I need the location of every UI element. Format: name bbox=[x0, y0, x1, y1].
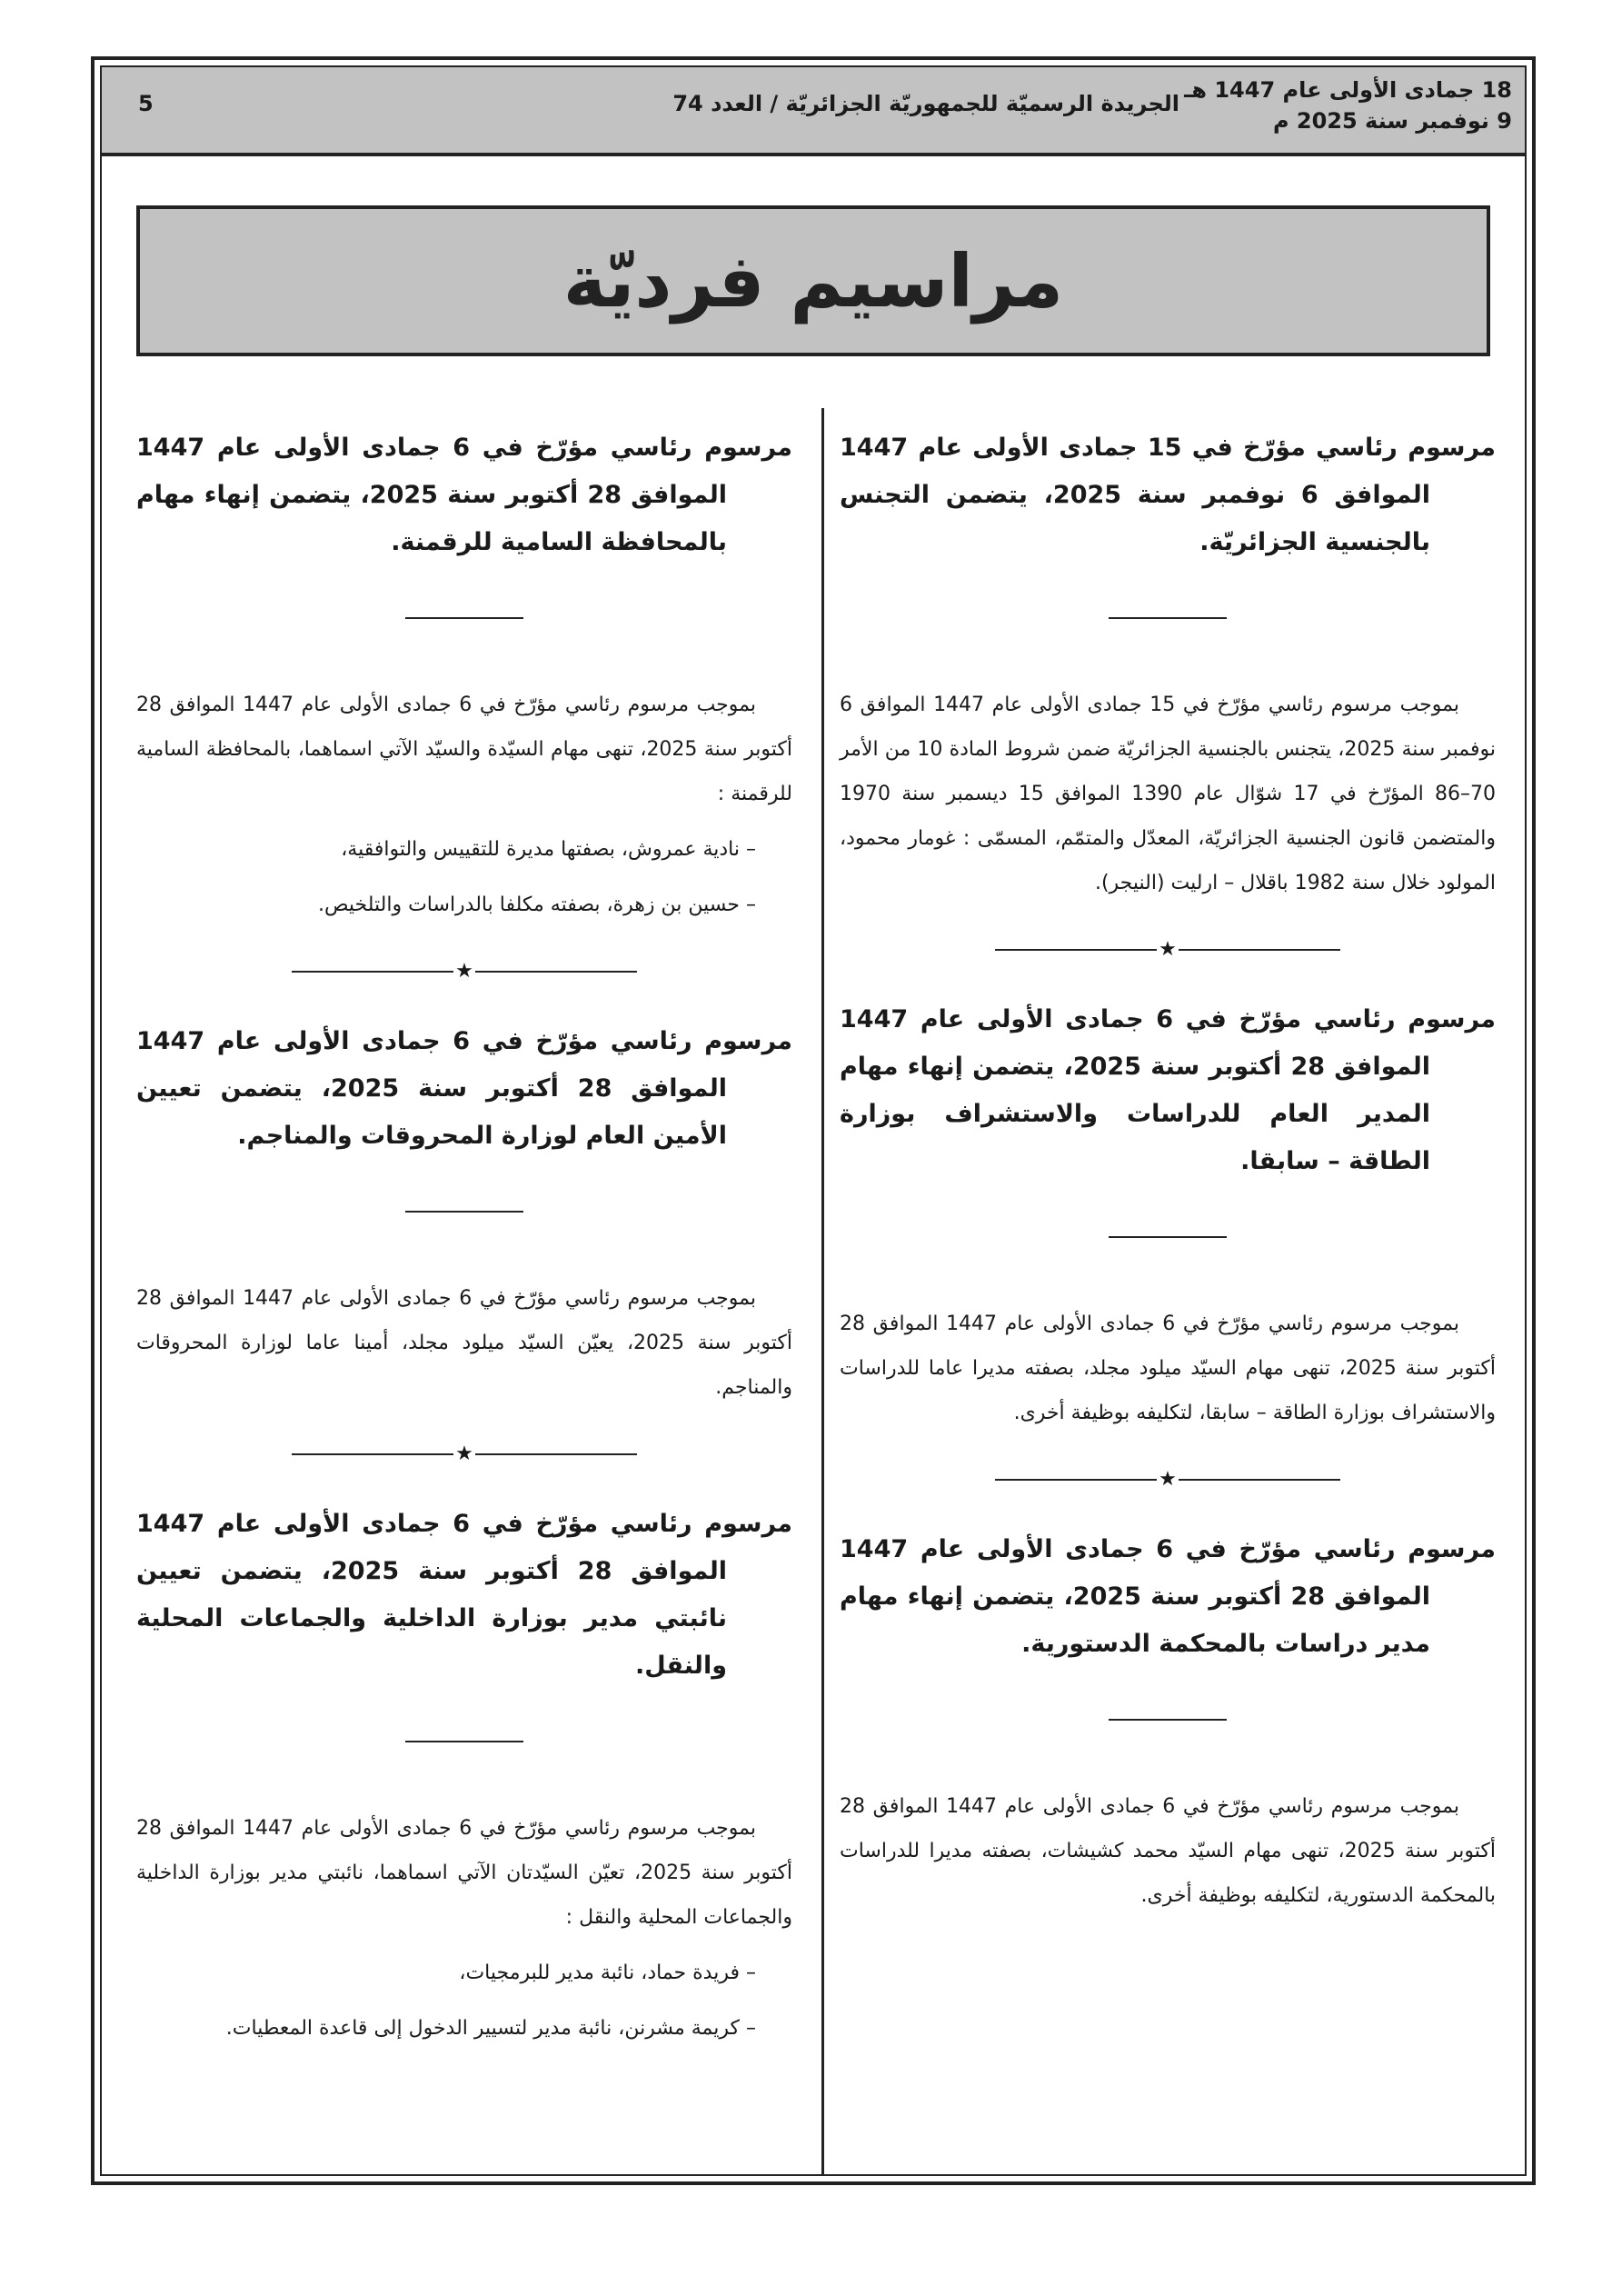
separator-line bbox=[292, 971, 453, 973]
decree-heading: مرسوم رئاسي مؤرّخ في 6 جمادى الأولى عام 1447 الموافق 28 أكتوبر سنة 2025، يتضمن تعيين الأمين العام لوزارة المحروقات والمناجم. bbox=[136, 1027, 792, 1150]
column-divider bbox=[821, 408, 824, 2176]
separator-line bbox=[292, 1453, 453, 1455]
heading-rule bbox=[405, 1741, 523, 1742]
decree-article bbox=[136, 424, 792, 927]
decree-article bbox=[840, 424, 1496, 905]
column-left bbox=[136, 408, 792, 2051]
header-date-gregorian: 9 نوفمبر سنة 2025 م bbox=[1272, 108, 1512, 134]
decree-list-item: – نادية عمروش، بصفتها مديرة للتقييس والتوافقية، bbox=[341, 838, 756, 861]
star-separator bbox=[995, 1470, 1340, 1490]
star-icon: ★ bbox=[1159, 938, 1177, 961]
decree-heading: مرسوم رئاسي مؤرّخ في 6 جمادى الأولى عام 1447 الموافق 28 أكتوبر سنة 2025، يتضمن إنهاء مهام بالمحافظة السامية للرقمنة. bbox=[136, 434, 792, 556]
header-dates bbox=[1184, 75, 1512, 136]
separator-line bbox=[475, 1453, 637, 1455]
section-title-box bbox=[136, 205, 1490, 356]
decree-list-item: – كريمة مشرنن، نائبة مدير لتسيير الدخول إلى قاعدة المعطيات. bbox=[225, 2017, 756, 2040]
separator-line bbox=[1179, 1479, 1340, 1481]
heading-rule bbox=[1109, 617, 1227, 619]
heading-rule bbox=[1109, 1236, 1227, 1238]
separator-line bbox=[995, 1479, 1157, 1481]
header-journal-title: الجريدة الرسميّة للجمهوريّة الجزائريّة / العدد 74 bbox=[672, 91, 1179, 116]
decree-body: بموجب مرسوم رئاسي مؤرّخ في 6 جمادى الأولى عام 1447 الموافق 28 أكتوبر سنة 2025، تنهى مهام السيّدة والسيّد الآتي اسماهما، بالمحافظة السامية للرقمنة : bbox=[136, 694, 792, 805]
decree-list-item: – فريدة حماد، نائبة مدير للبرمجيات، bbox=[459, 1962, 756, 1984]
section-title: مراسيم فرديّة bbox=[562, 238, 1064, 324]
header-page-number: 5 bbox=[138, 91, 154, 116]
decree-list-item: – حسين بن زهرة، بصفته مكلفا بالدراسات والتلخيص. bbox=[317, 893, 756, 916]
decree-body: بموجب مرسوم رئاسي مؤرّخ في 6 جمادى الأولى عام 1447 الموافق 28 أكتوبر سنة 2025، تنهى مهام السيّد ميلود مجلد، بصفته مديرا عاما للدراسات والاستشراف بوزارة الطاقة – سابقا، لتكليفه بوظيفة أخرى. bbox=[840, 1313, 1496, 1424]
star-icon: ★ bbox=[455, 1442, 473, 1465]
header-date-hijri: 18 جمادى الأولى عام 1447 هـ bbox=[1184, 77, 1512, 103]
heading-rule bbox=[405, 1211, 523, 1213]
heading-rule bbox=[1109, 1719, 1227, 1721]
page-frame bbox=[91, 56, 1536, 2185]
page-header bbox=[102, 67, 1525, 156]
decree-body: بموجب مرسوم رئاسي مؤرّخ في 15 جمادى الأولى عام 1447 الموافق 6 نوفمبر سنة 2025، يتجنس بالجنسية الجزائريّة ضمن شروط المادة 10 من الأمر 70–86 المؤرّخ في 17 شوّال عام 1390 الموافق 15 ديسمبر سنة 1970 والمتضمن قانون الجنسية الجزائريّة، المعدّل والمتمّم، المسمّى : غومار محمود، المولود خلال سنة 1982 باقلال – ارليت (النيجر). bbox=[840, 694, 1497, 894]
star-separator bbox=[292, 962, 637, 982]
star-separator bbox=[995, 940, 1340, 960]
decree-body: بموجب مرسوم رئاسي مؤرّخ في 6 جمادى الأولى عام 1447 الموافق 28 أكتوبر سنة 2025، تعيّن السيّدتان الآتي اسماهما، نائبتي مدير بوزارة الداخلية والجماعات المحلية والنقل : bbox=[136, 1817, 792, 1929]
decree-body: بموجب مرسوم رئاسي مؤرّخ في 6 جمادى الأولى عام 1447 الموافق 28 أكتوبر سنة 2025، يعيّن السيّد ميلود مجلد، أمينا عاما لوزارة المحروقات والمناجم. bbox=[136, 1287, 792, 1399]
separator-line bbox=[475, 971, 637, 973]
decree-article bbox=[840, 1526, 1496, 1918]
page-inner-frame bbox=[100, 65, 1527, 2176]
heading-rule bbox=[405, 617, 523, 619]
decree-heading: مرسوم رئاسي مؤرّخ في 6 جمادى الأولى عام 1447 الموافق 28 أكتوبر سنة 2025، يتضمن إنهاء مهام مدير دراسات بالمحكمة الدستورية. bbox=[840, 1535, 1496, 1658]
decree-body: بموجب مرسوم رئاسي مؤرّخ في 6 جمادى الأولى عام 1447 الموافق 28 أكتوبر سنة 2025، تنهى مهام السيّد محمد كشيشات، بصفته مديرا للدراسات بالمحكمة الدستورية، لتكليفه بوظيفة أخرى. bbox=[840, 1795, 1496, 1907]
separator-line bbox=[995, 949, 1157, 951]
decree-heading: مرسوم رئاسي مؤرّخ في 15 جمادى الأولى عام 1447 الموافق 6 نوفمبر سنة 2025، يتضمن التجنس بالجنسية الجزائريّة. bbox=[840, 434, 1496, 556]
decree-article bbox=[840, 996, 1496, 1435]
star-icon: ★ bbox=[1159, 1468, 1177, 1491]
decree-heading: مرسوم رئاسي مؤرّخ في 6 جمادى الأولى عام 1447 الموافق 28 أكتوبر سنة 2025، يتضمن إنهاء مهام المدير العام للدراسات والاستشراف بوزارة الطاقة – سابقا. bbox=[840, 1005, 1496, 1175]
star-icon: ★ bbox=[455, 960, 473, 983]
decree-article bbox=[136, 1501, 792, 2051]
decree-article bbox=[136, 1018, 792, 1410]
column-right bbox=[840, 408, 1496, 1918]
separator-line bbox=[1179, 949, 1340, 951]
star-separator bbox=[292, 1444, 637, 1464]
decree-heading: مرسوم رئاسي مؤرّخ في 6 جمادى الأولى عام 1447 الموافق 28 أكتوبر سنة 2025، يتضمن تعيين نائبتي مدير بوزارة الداخلية والجماعات المحلية والنقل. bbox=[136, 1510, 792, 1680]
